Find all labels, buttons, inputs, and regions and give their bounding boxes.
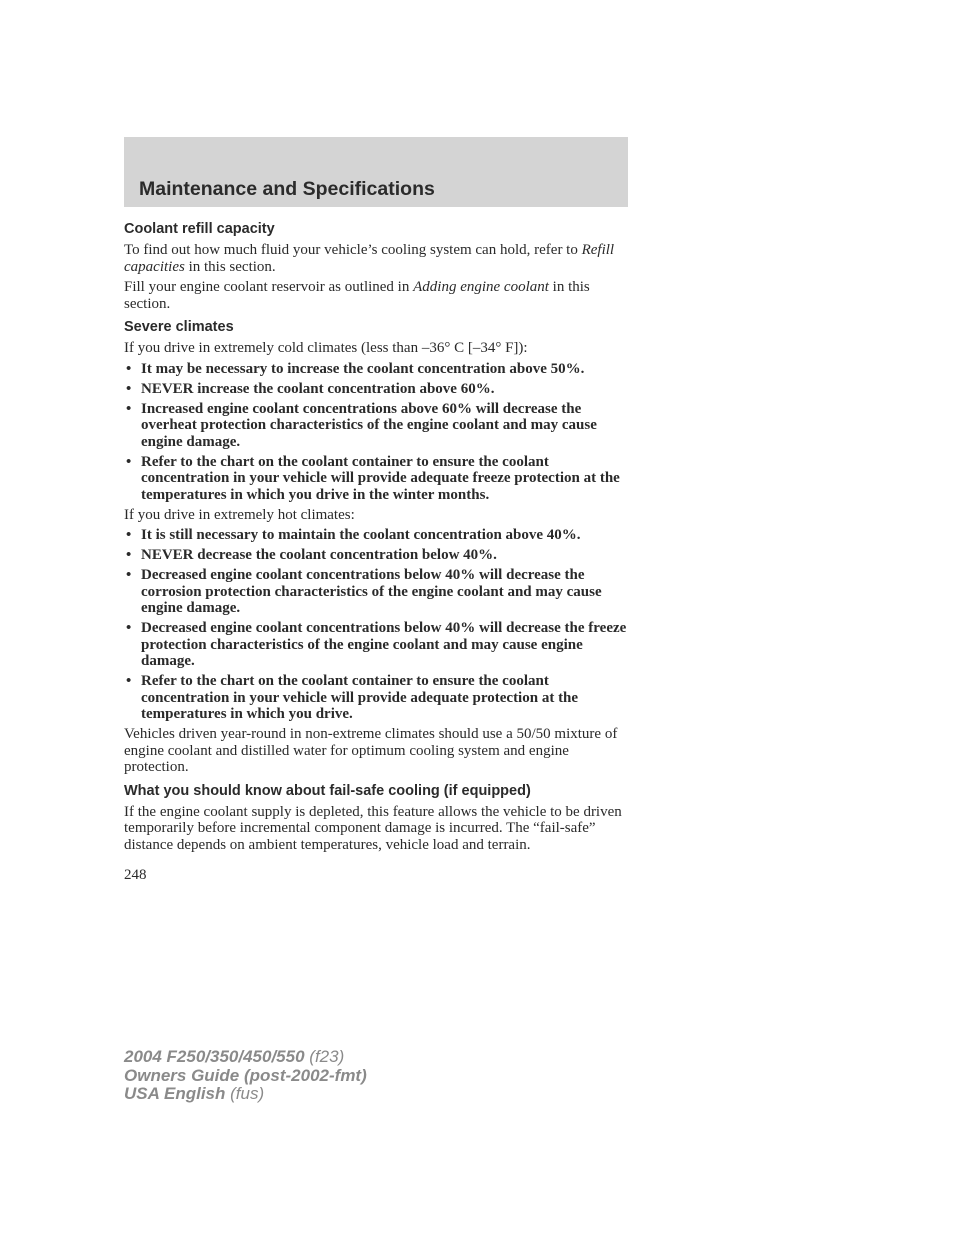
bullet-icon: • [126,400,132,417]
non-extreme-climates-paragraph: Vehicles driven year-round in non-extreme climates should use a 50/50 mixture of engine coolant and distilled water for optimum cooling system and engine protection. [124,726,618,775]
fail-safe-cooling-heading: What you should know about fail-safe cooling (if equipped) [124,782,531,799]
severe-climates-heading: Severe climates [124,319,234,335]
bullet-icon: • [126,620,132,636]
page-content [124,220,628,888]
coolant-refill-heading: Coolant refill capacity [124,221,275,237]
coolant-refill-paragraph-1: To find out how much fluid your vehicle’s cooling system can hold, refer to Refill capacities in this section. [124,242,615,275]
bullet-icon: • [126,547,132,563]
fail-safe-cooling-paragraph: If the engine coolant supply is depleted, this feature allows the vehicle to be driven temporarily before incremental component damage is incurred. The “fail-safe” distance depends on ambient temperatures, vehicle load and terrain. [124,803,622,853]
coolant-refill-paragraph-2: Fill your engine coolant reservoir as outlined in Adding engine coolant in this section. [124,279,590,312]
bullet-icon: • [126,567,132,583]
hot-climate-list [124,527,628,723]
list-item: • Decreased engine coolant concentrations below 40% will decrease the freeze protection characteristics of the engine coolant and may cause engine damage. [126,620,627,669]
footer-line-model: 2004 F250/350/450/550 (f23) [124,1047,345,1066]
list-item: • It is still necessary to maintain the coolant concentration above 40%. [126,527,581,543]
footer-line-language: USA English (fus) [124,1084,265,1103]
section-header-band [124,137,628,207]
cold-climate-list [124,361,628,504]
page-number: 248 [124,867,147,883]
list-item: • Increased engine coolant concentrations above 60% will decrease the overheat protection characteristics of the engine coolant and may cause engine damage. [126,400,597,450]
list-item: • Refer to the chart on the coolant container to ensure the coolant concentration in your vehicle will provide adequate freeze protection at the temperatures in which you drive in the winter months. [126,453,620,503]
section-title: Maintenance and Specifications [139,178,435,200]
bullet-icon: • [126,673,132,689]
list-item: • NEVER decrease the coolant concentration below 40%. [126,547,497,563]
document-footer [124,1048,367,1104]
adding-engine-coolant-reference: Adding engine coolant [413,279,549,295]
hot-climates-intro: If you drive in extremely hot climates: [124,506,355,523]
list-item: • NEVER increase the coolant concentration above 60%. [126,380,495,397]
refill-capacities-reference: Refill capacities [124,242,615,275]
list-item: • Decreased engine coolant concentrations below 40% will decrease the corrosion protection characteristics of the engine coolant and may cause engine damage. [126,567,602,616]
cold-climates-intro: If you drive in extremely cold climates (less than –36° C [–34° F]): [124,340,528,356]
bullet-icon: • [126,527,132,543]
bullet-icon: • [126,380,132,397]
bullet-icon: • [126,360,132,377]
footer-line-guide: Owners Guide (post-2002-fmt) [124,1065,367,1085]
list-item: • Refer to the chart on the coolant container to ensure the coolant concentration in your vehicle will provide adequate protection at the temperatures in which you drive. [126,673,579,722]
list-item: • It may be necessary to increase the coolant concentration above 50%. [126,360,585,377]
bullet-icon: • [126,453,132,470]
